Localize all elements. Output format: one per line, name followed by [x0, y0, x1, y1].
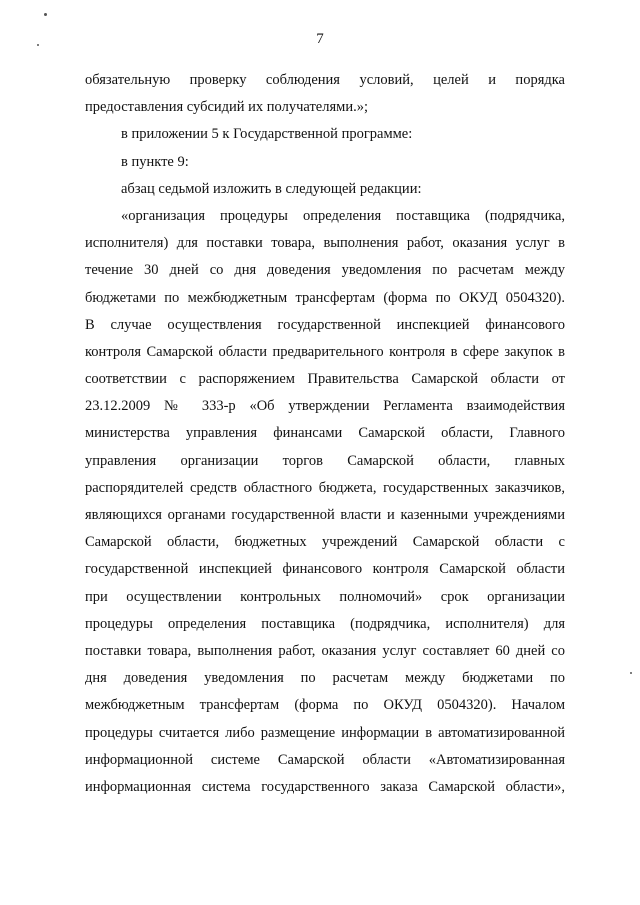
text-line: поставки товара, выполнения работ, оказания услуг составляет 60 дней со	[85, 642, 565, 659]
document-body	[85, 70, 565, 804]
text-line: государственной инспекцией финансового контроля Самарской области	[85, 561, 565, 578]
scan-speck	[37, 44, 39, 46]
text-line: в приложении 5 к Государственной программе:	[121, 126, 413, 143]
text-line: управления организации торгов Самарской области, главных	[85, 452, 565, 469]
text-line: соответствии с распоряжением Правительства Самарской области от	[85, 371, 565, 388]
text-line: исполнителя) для поставки товара, выполнения работ, оказания услуг в	[85, 235, 565, 252]
text-line: обязательную проверку соблюдения условий, целей и порядка	[85, 72, 565, 88]
text-line: в пункте 9:	[121, 153, 189, 170]
text-line: предоставления субсидий их получателями.»;	[85, 99, 368, 116]
text-line: информационной системе Самарской области «Автоматизированная	[85, 751, 565, 768]
text-line: «организация процедуры определения поставщика (подрядчика,	[121, 207, 565, 224]
text-line: абзац седьмой изложить в следующей редакции:	[121, 180, 422, 197]
text-line: В случае осуществления государственной инспекцией финансового	[85, 316, 565, 333]
text-line: информационная система государственного заказа Самарской области»,	[85, 778, 565, 795]
text-line: течение 30 дней со дня доведения уведомления по расчетам между	[85, 262, 565, 279]
text-line: бюджетами по межбюджетным трансфертам (форма по ОКУД 0504320).	[85, 289, 565, 306]
text-line: Самарской области, бюджетных учреждений Самарской области с	[85, 534, 565, 551]
scan-speck	[630, 672, 632, 674]
text-line: процедуры определения поставщика (подрядчика, исполнителя) для	[85, 615, 565, 632]
text-line: дня доведения уведомления по расчетам между бюджетами по	[85, 670, 565, 687]
text-line: 23.12.2009 № 333-р «Об утверждении Регламента взаимодействия	[85, 398, 565, 415]
text-line: контроля Самарской области предварительного контроля в сфере закупок в	[85, 343, 565, 360]
text-line: являющихся органами государственной власти и казенными учреждениями	[85, 507, 565, 523]
scan-speck	[44, 13, 47, 16]
text-line: процедуры считается либо размещение информации в автоматизированной	[85, 724, 565, 741]
page-number: 7	[316, 31, 324, 47]
text-line: при осуществлении контрольных полномочий» срок организации	[85, 588, 565, 605]
text-line: распорядителей средств областного бюджета, государственных заказчиков,	[85, 479, 565, 496]
text-line: межбюджетным трансфертам (форма по ОКУД 0504320). Началом	[85, 697, 565, 714]
text-line: министерства управления финансами Самарской области, Главного	[85, 425, 565, 442]
